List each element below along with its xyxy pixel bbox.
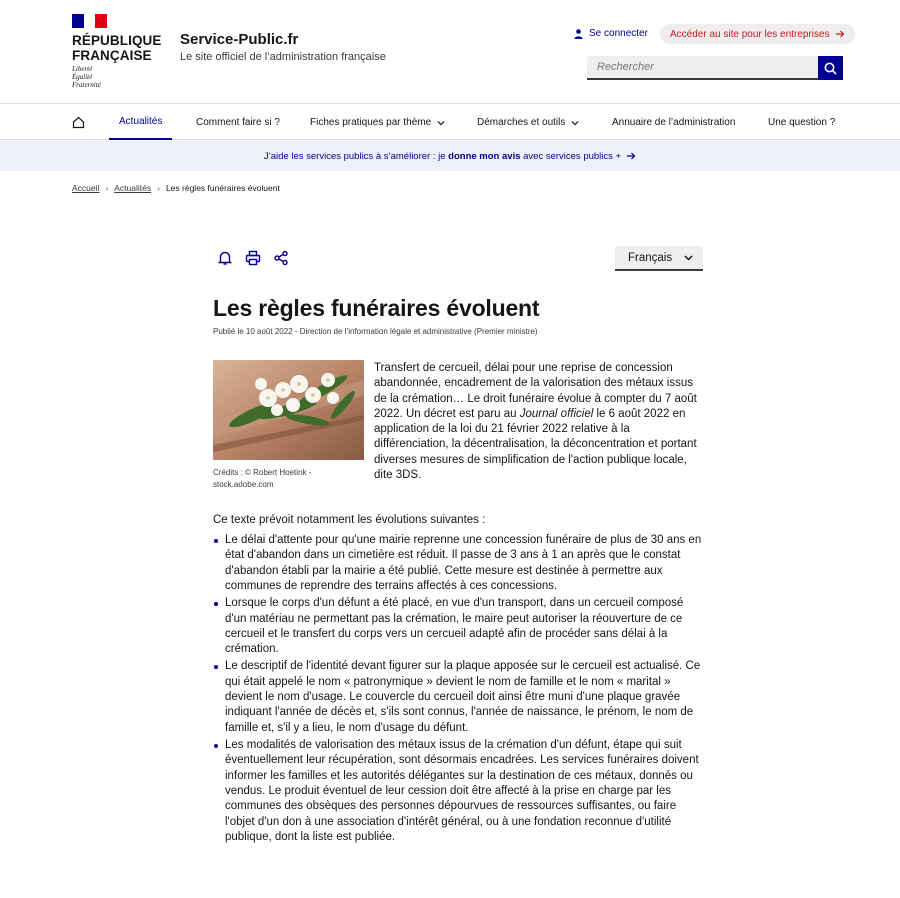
article-photo bbox=[213, 360, 364, 460]
nav-item-label: Fiches pratiques par thème bbox=[310, 117, 432, 128]
article-title: Les règles funéraires évoluent bbox=[213, 295, 540, 321]
feedback-banner[interactable] bbox=[0, 141, 900, 171]
changes-list bbox=[213, 533, 705, 847]
nav-item-label: Une question ? bbox=[768, 117, 836, 128]
search-icon bbox=[824, 62, 837, 75]
print-icon[interactable] bbox=[245, 250, 261, 266]
site-name[interactable]: Service-Public.fr bbox=[180, 31, 299, 48]
nav-item-annuaire[interactable] bbox=[612, 105, 735, 140]
home-link[interactable] bbox=[72, 105, 85, 140]
publication-info: Publié le 10 août 2022 - Direction de l’information légale et administrative (Premier ministre) bbox=[213, 327, 538, 336]
nav-item-label: Annuaire de l’administration bbox=[612, 117, 736, 128]
chevron-down-icon bbox=[571, 120, 579, 126]
breadcrumb-actualites[interactable]: Actualités bbox=[114, 183, 152, 193]
nav-item-question[interactable] bbox=[768, 105, 835, 140]
republic-motto: Liberté Égalité Fraternité bbox=[72, 65, 101, 89]
language-select[interactable] bbox=[615, 246, 703, 271]
nav-item-demarches[interactable] bbox=[477, 105, 579, 140]
list-item: Lorsque le corps d'un défunt a été placé, en vue d'un transport, dans un cercueil composé d'un matériau ne permettant pas la crémation, le maire peut autoriser la réouverture de ce cercueil et le transfert du corps vers un cercueil adapté afin de procéder sans délai à la crémation. bbox=[213, 596, 705, 658]
business-site-label: Accéder au site pour les entreprises bbox=[670, 28, 830, 40]
chevron-right-icon: › bbox=[105, 183, 109, 193]
search-bar bbox=[587, 56, 843, 80]
french-flag-icon bbox=[72, 14, 107, 28]
article-tools bbox=[217, 250, 289, 266]
list-item: Les modalités de valorisation des métaux issus de la crémation d'un défunt, étape qui suit éventuellement leur récupération, sont désormais encadrées. Les services funéraires doivent informer les familles et les autorités délégantes sur la destination de ces métaux, donnés ou vendus. Le produit éventuel de leur cession doit être affecté à la prise en charge par les communes des obsèques des personnes dépourvues de ressources suffisantes, ou faire l'objet d'un don à une association d'intérêt général, ou à une fondation reconnue d'utilité publique, dont la liste est publiée. bbox=[213, 738, 705, 846]
site-description: Le site officiel de l’administration française bbox=[180, 51, 386, 63]
nav-item-label: Comment faire si ? bbox=[196, 117, 280, 128]
republic-name: RÉPUBLIQUE FRANÇAISE bbox=[72, 33, 162, 63]
chevron-right-icon: › bbox=[157, 183, 160, 193]
arrow-right-icon bbox=[836, 30, 845, 38]
nav-item-actualites[interactable] bbox=[109, 105, 172, 140]
main-navigation bbox=[0, 105, 900, 140]
breadcrumb-home[interactable]: Accueil bbox=[72, 183, 100, 193]
bell-icon[interactable] bbox=[217, 250, 233, 266]
user-icon bbox=[574, 29, 583, 39]
article-intro: Transfert de cercueil, délai pour une reprise de concession abandonnée, encadrement de la valorisation des métaux issus de la crémation… Le droit funéraire évolue à compter du 7 août 2022. Un décret est paru au Journal officiel le 6 août 2022 en application de la loi du 21 février 2022 relative à la différenciation, la décentralisation, la déconcentration et portant diverses mesures de simplification de l'action publique locale, dite 3DS. bbox=[374, 362, 697, 482]
chevron-down-icon bbox=[684, 255, 693, 261]
nav-item-label: Démarches et outils bbox=[477, 117, 566, 128]
feedback-text: J’aide les services publics à s’améliorer : je donne mon avis avec services publics + bbox=[263, 150, 622, 162]
search-input[interactable] bbox=[587, 56, 818, 80]
site-header bbox=[0, 0, 900, 104]
article-lead: Ce texte prévoit notamment les évolutions suivantes : bbox=[213, 514, 486, 526]
business-site-button[interactable] bbox=[660, 24, 855, 44]
login-label: Se connecter bbox=[589, 28, 648, 39]
home-icon bbox=[72, 116, 85, 129]
share-icon[interactable] bbox=[273, 250, 289, 266]
nav-item-fiches-pratiques[interactable] bbox=[310, 105, 445, 140]
language-value: Français bbox=[628, 251, 673, 264]
breadcrumb-current: Les règles funéraires évoluent bbox=[165, 183, 280, 193]
list-item: Le délai d'attente pour qu'une mairie reprenne une concession funéraire de plus de 30 ans en état d'abandon dans un cimetière est réduit. Il passe de 3 ans à 1 an après que le constat d'abandon établi par la mairie a été publié. Cette mesure est destinée à permettre aux communes de reprendre des terrains affectés à ces concessions. bbox=[213, 533, 705, 595]
search-button[interactable] bbox=[818, 56, 843, 80]
nav-item-comment-faire[interactable] bbox=[196, 105, 280, 140]
breadcrumb bbox=[72, 183, 280, 193]
list-item: Le descriptif de l'identité devant figurer sur la plaque apposée sur le cercueil est actualisé. Ce qui était appelé le nom « patronymique » devient le nom de famille et le nom « marital » devient le nom d'usage. Le couvercle du cercueil doit ainsi être muni d'une plaque gravée indiquant l'année de décès et, s'ils sont connus, l'année de naissance, le prénom, le nom de famille et, s'il y a lieu, le nom d'usage du défunt. bbox=[213, 659, 705, 736]
photo-credit: Crédits : © Robert Hoetink - stock.adobe.com bbox=[213, 468, 312, 489]
chevron-down-icon bbox=[437, 120, 445, 126]
nav-item-label: Actualités bbox=[119, 116, 163, 127]
republique-francaise-logo[interactable] bbox=[72, 14, 162, 89]
arrow-right-icon bbox=[627, 152, 636, 160]
login-link[interactable] bbox=[574, 28, 648, 39]
